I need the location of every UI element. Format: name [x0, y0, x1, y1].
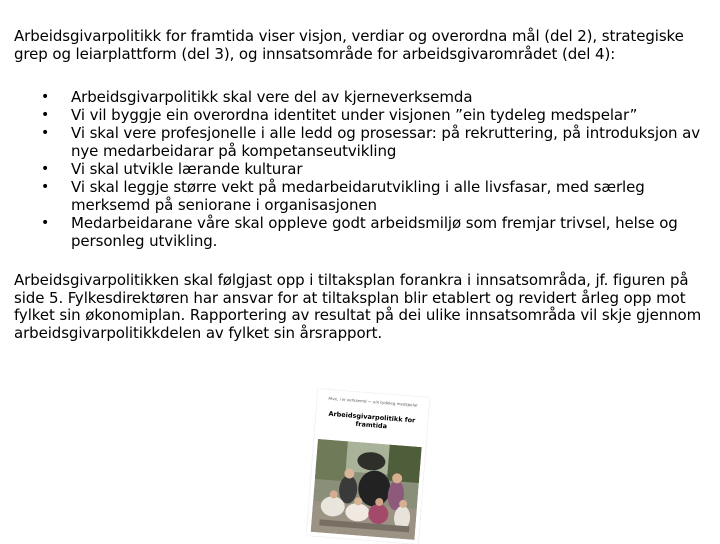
document-body	[14, 28, 714, 342]
intro-paragraph: Arbeidsgivarpolitikk for framtida viser visjon, verdiar og overordna mål (del 2), strategiske grep og leiarplattform (del 3), og innsatsområde for arbeidsgivarområdet (del 4):	[14, 27, 684, 63]
list-item: • Vi skal utvikle lærande kulturar	[41, 160, 303, 178]
bullet-icon: •	[41, 125, 50, 141]
bullet-list	[14, 88, 714, 250]
list-item: • Arbeidsgivarpolitikk skal vere del av kjerneverksemda	[41, 88, 473, 106]
closing-paragraph: Arbeidsgivarpolitikken skal følgjast opp i tiltaksplan forankra i innsatsområda, jf. figuren på side 5. Fylkesdirektøren har ansvar for at tiltaksplan blir etablert og revidert årleg opp mot fylket sin økonomiplan. Rapportering av resultat på dei ulike innsatsområda vil skje gjennom arbeidsgivarpolitikkdelen av fylket sin årsrapport.	[14, 271, 702, 342]
group-photo-icon	[311, 439, 422, 540]
bullet-icon: •	[41, 161, 50, 177]
list-item: • Vi skal leggje større vekt på medarbeidarutvikling i alle livsfasar, med særleg merksemd på seniorane i organisasjonen	[41, 178, 645, 214]
cover-top-line: Alve, i ei verksemd — ein tydeleg medspelar	[328, 395, 418, 408]
list-item: • Vi skal vere profesjonelle i alle ledd og prosessar: på rekruttering, på introduksjon av nye medarbeidarar på kompetanseutvikling	[41, 124, 700, 160]
bullet-icon: •	[41, 107, 50, 123]
bullet-icon: •	[41, 89, 50, 105]
list-item: • Medarbeidarane våre skal oppleve godt arbeidsmiljø som fremjar trivsel, helse og personleg utvikling.	[41, 214, 678, 250]
list-item: • Vi vil byggje ein overordna identitet under visjonen ”ein tydeleg medspelar”	[41, 106, 638, 124]
bullet-icon: •	[41, 215, 50, 231]
bullet-icon: •	[41, 179, 50, 195]
cover-title: Arbeidsgivarpolitikk for framtida	[328, 409, 416, 430]
report-cover-thumbnail	[306, 389, 429, 544]
